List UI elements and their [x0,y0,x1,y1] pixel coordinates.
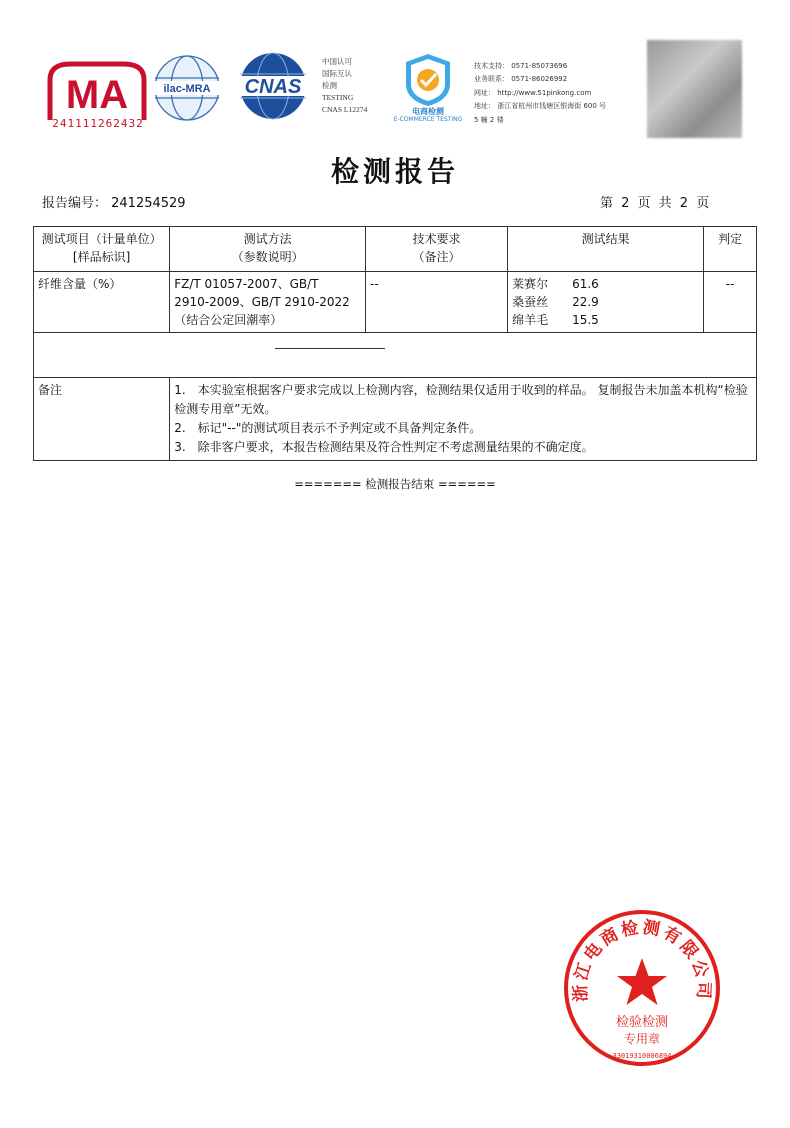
note-item: 2. 标记"--"的测试项目表示不予判定或不具备判定条件。 [174,421,482,435]
result-line: 莱赛尔 61.6 [512,277,599,291]
cell-requirement: -- [366,272,508,333]
page-info: 第 2 页 共 2 页 [600,196,712,211]
svg-text:CNAS: CNAS [244,76,302,98]
header-requirement: 技术要求 （备注） [366,227,508,272]
note-item: 1. 本实验室根据客户要求完成以上检测内容，检测结果仅适用于收到的样品。 复制报告未加盖本机构“检验检测专用章”无效。 [174,383,748,416]
report-number: 报告编号： 241254529 [42,196,186,211]
notes-row [34,378,757,461]
separator-line [275,348,385,349]
notes-content [170,378,757,461]
header-result: 测试结果 [508,227,704,272]
svg-text:ilac-MRA: ilac-MRA [163,83,211,95]
ecommerce-testing-cn: 电商检测 [412,107,444,116]
header-judgement: 判定 [704,227,757,272]
separator-row [34,333,757,378]
cma-number: 241111262432 [52,117,144,130]
header-test-item: 测试项目（计量单位） [样品标识] [34,227,170,272]
svg-text:检验检测: 检验检测 [615,1015,669,1030]
cell-test-item: 纤维含量（%） [34,272,170,333]
svg-text:MA: MA [65,73,129,117]
cnas-logo [228,50,318,122]
table-row [34,272,757,333]
test-results-table [33,226,757,461]
svg-text:33019310006894: 33019310006894 [612,1052,672,1060]
ilac-mra-logo [150,52,224,124]
ecommerce-testing-en: E-COMMERCE TESTING [393,116,463,123]
official-stamp [562,908,722,1068]
table-header-row [34,227,757,272]
svg-text:专用章: 专用章 [623,1032,661,1046]
cell-results [508,272,704,333]
contact-info: 技术支持： 0571-85073696 业务联系： 0571-86026992 网址： http://www.51pinkong.com 地址： 浙江省杭州市钱塘区银海街 600 号 5 幢 2 楼 [474,62,607,124]
result-line: 绵羊毛 15.5 [512,313,599,327]
cell-test-method: FZ/T 01057-2007、GB/T 2910-2009、GB/T 2910-2022 （结合公定回潮率） [170,272,366,333]
note-item: 3. 除非客户要求，本报告检测结果及符合性判定不考虑测量结果的不确定度。 [174,440,594,454]
report-title: 检测报告 [330,155,459,188]
svg-text:浙江电商检测有限公司: 浙江电商检测有限公司 [570,917,714,1003]
qr-code-blurred [647,40,742,138]
cma-logo [46,58,148,126]
report-end-marker: ======= 检测报告结束 ====== [294,477,496,491]
header-test-method: 测试方法 （参数说明） [170,227,366,272]
cnas-info: 中国认可 国际互认 检测 TESTING CNAS L12274 [322,57,368,114]
cell-judgement: -- [704,272,757,333]
notes-label: 备注 [34,378,170,461]
result-line: 桑蚕丝 22.9 [512,295,599,309]
